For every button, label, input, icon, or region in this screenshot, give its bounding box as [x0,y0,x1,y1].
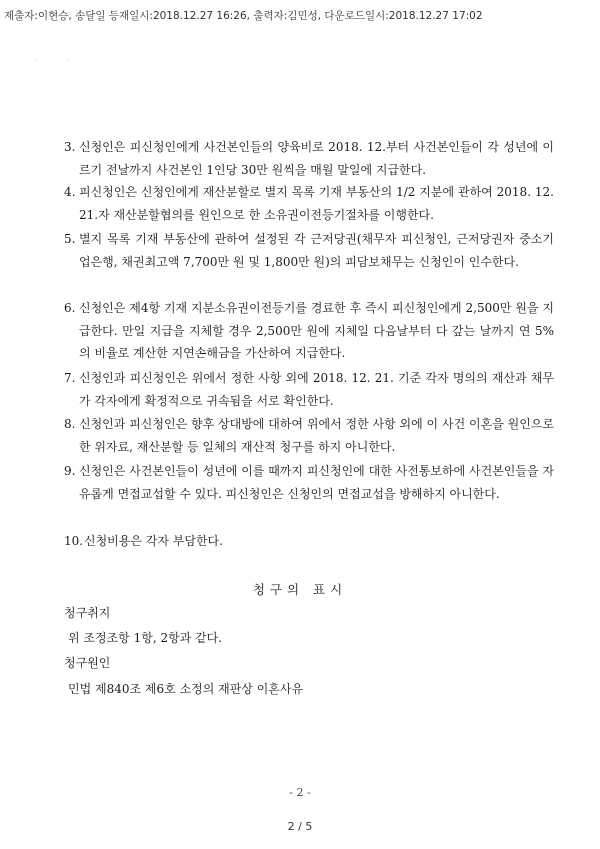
scan-specks: · · [35,57,69,64]
clause-text: 신청비용은 각자 부담한다. [84,534,223,548]
clause-text: 별지 목록 기재 부동산에 관하여 설정된 각 근저당권(채무자 피신청인, 근저당권자 중소기업은행, 채권최고액 7,700만 원 및 1,800만 원)의 피담보채무는 신청인이 인수한다. [79,232,554,269]
clause-number: 10. [64,534,84,548]
clause-text: 피신청인은 신청인에게 재산분할로 별지 목록 기재 부동산의 1/2 지분에 관하여 2018. 12. 21.자 재산분할협의를 원인으로 한 소유권이전등기절차를 이행한다. [79,185,554,222]
download-header: 제출자:이현승, 송달일 등재일시:2018.12.27 16:26, 출력자:김민성, 다운로드일시:2018.12.27 17:02 [4,10,483,22]
clause-number: 8. [64,417,76,431]
clause-10 [64,530,554,553]
claim-cause-label: 청구원인 [64,656,111,670]
clause-6 [64,297,554,365]
clause-5 [64,228,554,273]
clause-number: 4. [64,185,76,199]
page-count: 2 / 5 [287,820,313,833]
clause-text: 신청인은 사건본인들이 성년에 이를 때까지 피신청인에 대한 사전통보하에 사건본인들을 자유롭게 면접교섭할 수 있다. 피신청인은 신청인의 면접교섭을 방해하지 아니한다. [79,464,554,501]
clause-9 [64,460,554,505]
claim-cause-text: 민법 제840조 제6호 소정의 재판상 이혼사유 [68,682,304,696]
clause-text: 신청인은 제4항 기재 지분소유권이전등기를 경료한 후 즉시 피신청인에게 2,500만 원을 지급한다. 만일 지급을 지체할 경우 2,500만 원에 지체일 다음날부터 다 갚는 날까지 연 5%의 비율로 계산한 지연손해금을 가산하여 지급한다. [79,301,554,360]
claim-purpose-label: 청구취지 [64,606,111,620]
section-title: 청구의 표시 [252,582,348,597]
clause-number: 7. [64,371,76,385]
claim-purpose-text: 위 조정조항 1항, 2항과 같다. [68,631,223,645]
clause-number: 3. [64,140,76,154]
clause-text: 신청인과 피신청인은 위에서 정한 사항 외에 2018. 12. 21. 기준 각자 명의의 재산과 채무가 각자에게 확정적으로 귀속됨을 서로 확인한다. [79,371,554,408]
clause-number: 9. [64,464,76,478]
page-number: - 2 - [289,786,311,799]
clause-text: 신청인은 피신청인에게 사건본인들의 양육비로 2018. 12.부터 사건본인들이 각 성년에 이르기 전날까지 사건본인 1인당 30만 원씩을 매월 말일에 지급한다. [79,140,554,177]
clause-text: 신청인과 피신청인은 향후 상대방에 대하여 위에서 정한 사항 외에 이 사건 이혼을 원인으로 한 위자료, 재산분할 등 일체의 재산적 청구를 하지 아니한다. [79,417,554,454]
clause-8 [64,413,554,458]
clause-7 [64,367,554,412]
clause-4 [64,181,554,226]
clause-number: 6. [64,301,76,315]
clause-3 [64,136,554,181]
clause-number: 5. [64,232,76,246]
